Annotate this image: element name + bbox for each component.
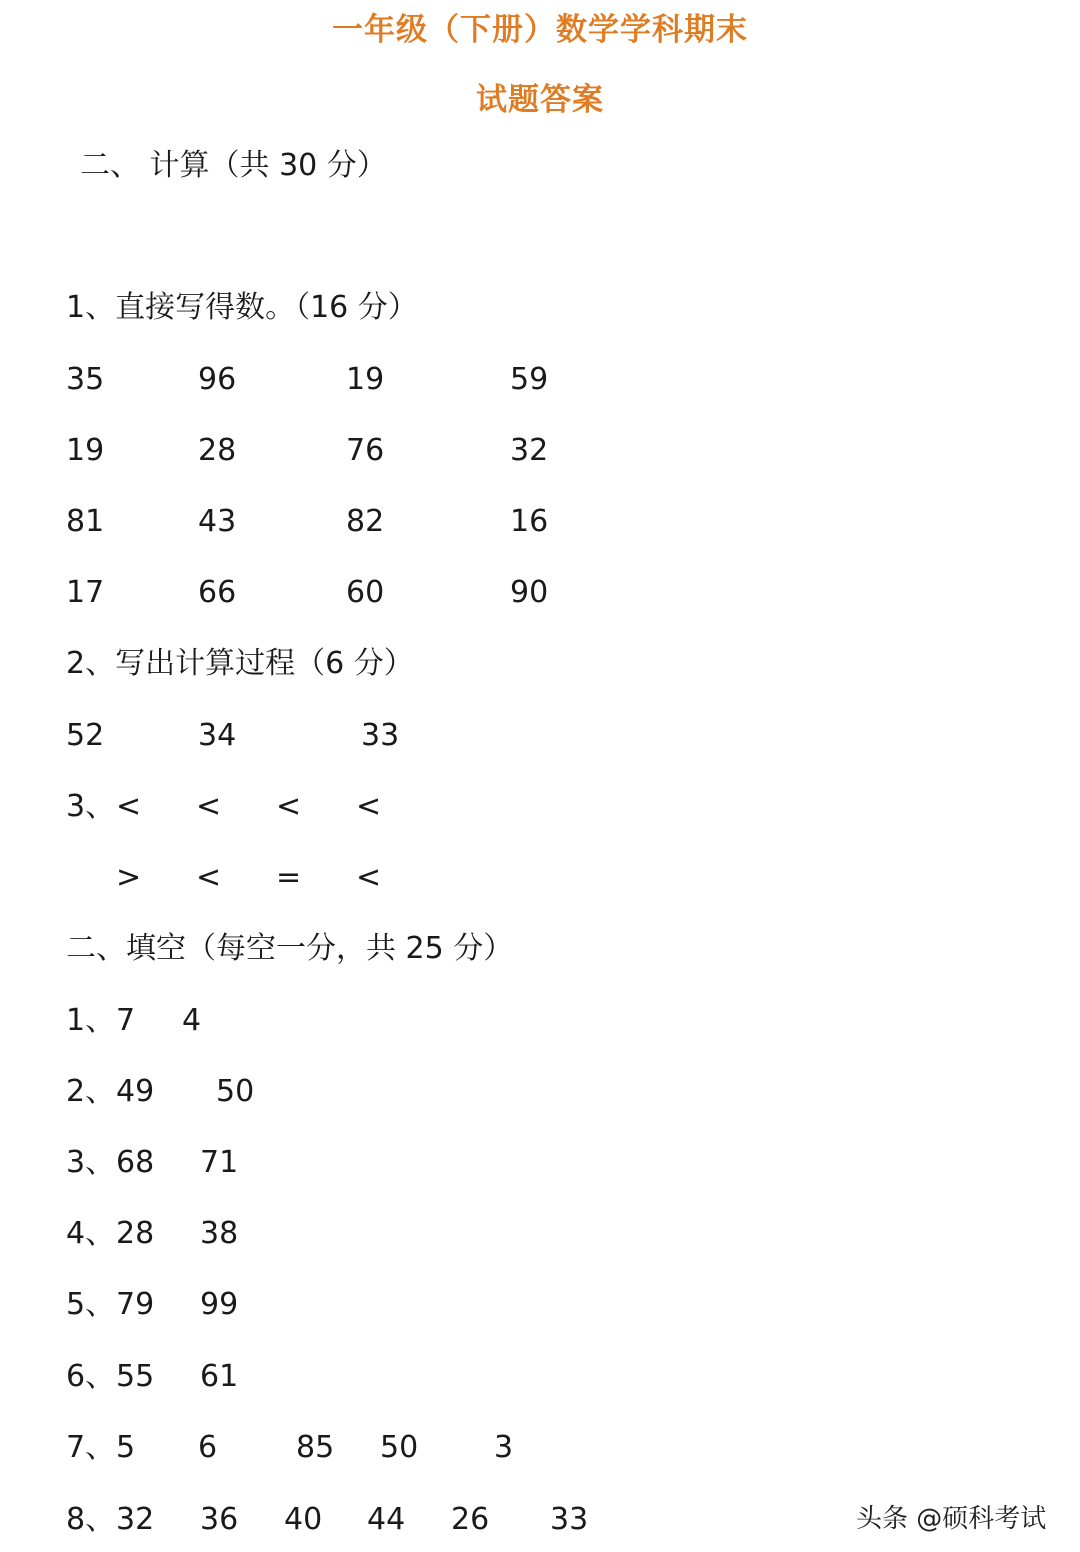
answer-cell: 17 xyxy=(66,575,105,610)
fill-number: 3、 xyxy=(66,1145,116,1180)
fill-row xyxy=(0,1357,1080,1397)
answer-cell: 19 xyxy=(66,433,105,468)
answer-cell: 28 xyxy=(198,433,237,468)
answer-cell: 55 xyxy=(116,1359,155,1394)
fill-number: 6、 xyxy=(66,1359,116,1394)
answer-cell: 99 xyxy=(200,1287,239,1322)
answer-cell: 32 xyxy=(116,1502,155,1537)
answer-cell: 60 xyxy=(346,575,385,610)
document-title-line1: 一年级（下册）数学学科期末 xyxy=(332,12,748,48)
q1-label xyxy=(0,288,1080,328)
section1-heading-text: 二、 计算（共 30 分） xyxy=(80,148,387,183)
answer-cell: 19 xyxy=(346,362,385,397)
q1-row xyxy=(0,431,1080,471)
answer-cell: 68 xyxy=(116,1145,155,1180)
answer-cell: 36 xyxy=(200,1502,239,1537)
answer-cell: 52 xyxy=(66,718,105,753)
section2-heading xyxy=(0,929,1080,969)
answer-cell: 59 xyxy=(510,362,549,397)
answer-cell: 32 xyxy=(510,433,549,468)
answer-cell: 33 xyxy=(550,1502,589,1537)
answer-cell: 3 xyxy=(494,1430,514,1465)
fill-row xyxy=(0,1428,1080,1468)
answer-cell: 76 xyxy=(346,433,385,468)
answer-cell: 28 xyxy=(116,1216,155,1251)
q3-row1 xyxy=(0,787,1080,827)
comparison-sign: < xyxy=(356,860,382,895)
section1-heading xyxy=(0,146,1080,186)
answer-cell: 44 xyxy=(367,1502,406,1537)
fill-row xyxy=(0,1001,1080,1041)
answer-cell: 7 xyxy=(116,1003,136,1038)
fill-row xyxy=(0,1143,1080,1183)
answer-cell: 34 xyxy=(198,718,237,753)
answer-cell: 61 xyxy=(200,1359,239,1394)
q2-label-text: 2、写出计算过程（6 分） xyxy=(66,646,414,681)
q3-prefix: 3、 xyxy=(66,789,116,824)
answer-cell: 33 xyxy=(361,718,400,753)
fill-number: 2、 xyxy=(66,1074,116,1109)
q1-row xyxy=(0,573,1080,613)
answer-cell: 96 xyxy=(198,362,237,397)
fill-number: 4、 xyxy=(66,1216,116,1251)
answer-cell: 49 xyxy=(116,1074,155,1109)
comparison-sign: < xyxy=(356,789,382,824)
answer-cell: 6 xyxy=(198,1430,218,1465)
comparison-sign: < xyxy=(116,789,142,824)
comparison-sign: < xyxy=(276,789,302,824)
q1-row xyxy=(0,360,1080,400)
answer-cell: 26 xyxy=(451,1502,490,1537)
answer-cell: 4 xyxy=(182,1003,202,1038)
fill-number: 7、 xyxy=(66,1430,116,1465)
q1-label-text: 1、直接写得数。（16 分） xyxy=(66,290,418,325)
fill-row xyxy=(0,1285,1080,1325)
q1-row xyxy=(0,502,1080,542)
fill-number: 5、 xyxy=(66,1287,116,1322)
section2-heading-text: 二、填空（每空一分，共 25 分） xyxy=(66,931,514,966)
fill-row xyxy=(0,1072,1080,1112)
answer-cell: 71 xyxy=(200,1145,239,1180)
answer-cell: 16 xyxy=(510,504,549,539)
q2-row xyxy=(0,716,1080,756)
answer-cell: 90 xyxy=(510,575,549,610)
answer-cell: 66 xyxy=(198,575,237,610)
comparison-sign: > xyxy=(116,860,142,895)
fill-number: 8、 xyxy=(66,1502,116,1537)
document-title-line2: 试题答案 xyxy=(476,82,604,118)
answer-cell: 79 xyxy=(116,1287,155,1322)
answer-cell: 50 xyxy=(216,1074,255,1109)
comparison-sign: < xyxy=(196,789,222,824)
comparison-sign: = xyxy=(276,860,302,895)
q2-label xyxy=(0,644,1080,684)
answer-cell: 35 xyxy=(66,362,105,397)
answer-cell: 5 xyxy=(116,1430,136,1465)
answer-cell: 82 xyxy=(346,504,385,539)
answer-cell: 43 xyxy=(198,504,237,539)
comparison-sign: < xyxy=(196,860,222,895)
answer-cell: 81 xyxy=(66,504,105,539)
answer-cell: 85 xyxy=(296,1430,335,1465)
answer-cell: 40 xyxy=(284,1502,323,1537)
fill-row xyxy=(0,1214,1080,1254)
answer-cell: 50 xyxy=(380,1430,419,1465)
watermark: 头条 @硕科考试 xyxy=(856,1504,1047,1534)
q3-row2 xyxy=(0,858,1080,898)
fill-number: 1、 xyxy=(66,1003,116,1038)
answer-cell: 38 xyxy=(200,1216,239,1251)
